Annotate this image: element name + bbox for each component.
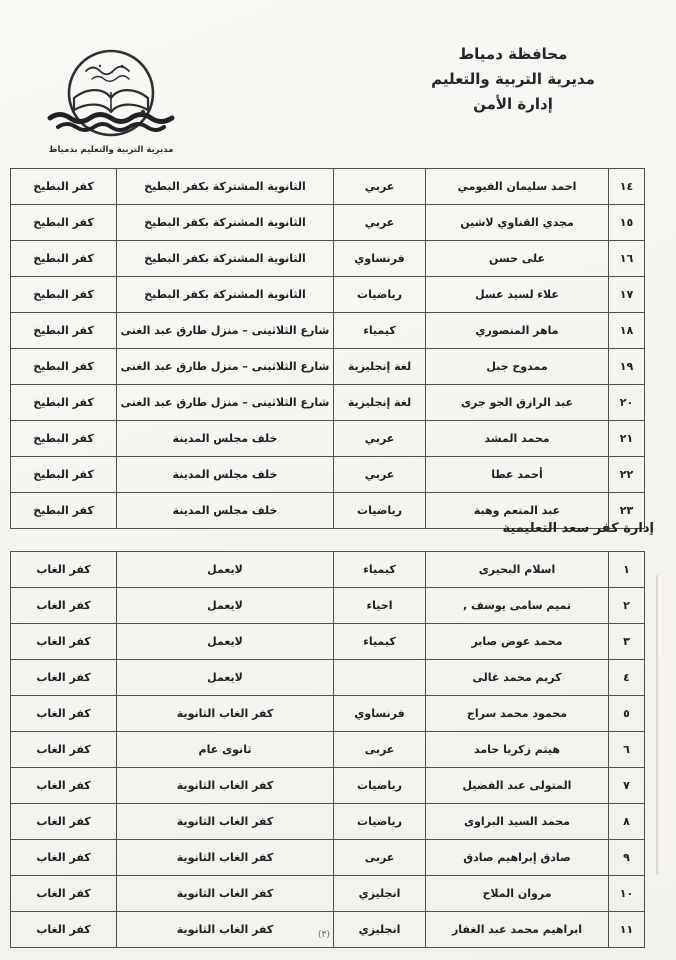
- cell-school: خلف مجلس المدينة: [117, 457, 334, 493]
- cell-num: ٤: [609, 660, 645, 696]
- cell-name: صادق إبراهيم صادق: [426, 840, 609, 876]
- teachers-table-kafr-elbatikh: [10, 168, 645, 529]
- cell-location: كفر البطيخ: [11, 493, 117, 529]
- cell-location: كفر الغاب: [11, 660, 117, 696]
- cell-location: كفر البطيخ: [11, 313, 117, 349]
- cell-subject: كيمياء: [334, 552, 426, 588]
- cell-name: محمد المشد: [426, 421, 609, 457]
- cell-name: ابراهيم محمد عبد الغفار: [426, 912, 609, 948]
- cell-name: على حسن: [426, 241, 609, 277]
- cell-num: ١٦: [609, 241, 645, 277]
- cell-school: الثانوية المشتركة بكفر البطيخ: [117, 169, 334, 205]
- cell-school: كفر الغاب الثانوية: [117, 696, 334, 732]
- table-row: [11, 804, 645, 840]
- cell-num: ٩: [609, 840, 645, 876]
- cell-name: ماهر المنصوري: [426, 313, 609, 349]
- page-number: (٣): [318, 930, 330, 940]
- cell-num: ٢: [609, 588, 645, 624]
- table-row: [11, 768, 645, 804]
- cell-subject: [334, 660, 426, 696]
- cell-location: كفر الغاب: [11, 804, 117, 840]
- cell-school: شارع الثلاثينى – منزل طارق عبد الغنى: [117, 349, 334, 385]
- cell-location: كفر الغاب: [11, 912, 117, 948]
- cell-school: كفر الغاب الثانوية: [117, 876, 334, 912]
- cell-num: ٢٢: [609, 457, 645, 493]
- cell-num: ٢٠: [609, 385, 645, 421]
- cell-num: ١٠: [609, 876, 645, 912]
- section-title-kafr-saad: إدارة كفر سعد التعليمية: [502, 521, 654, 536]
- cell-subject: انجليزي: [334, 876, 426, 912]
- logo-caption: مديرية التربية والتعليم بدمياط: [48, 145, 174, 155]
- cell-location: كفر الغاب: [11, 588, 117, 624]
- table-row: [11, 205, 645, 241]
- cell-subject: عربى: [334, 732, 426, 768]
- cell-num: ٦: [609, 732, 645, 768]
- table-row: [11, 552, 645, 588]
- cell-name: مجدي القناوي لاشين: [426, 205, 609, 241]
- cell-num: ٨: [609, 804, 645, 840]
- cell-location: كفر الغاب: [11, 552, 117, 588]
- cell-num: ١: [609, 552, 645, 588]
- cell-num: ٥: [609, 696, 645, 732]
- cell-name: محمد السيد البراوى: [426, 804, 609, 840]
- cell-name: اسلام البحيرى: [426, 552, 609, 588]
- cell-subject: عربي: [334, 205, 426, 241]
- cell-subject: انجليزي: [334, 912, 426, 948]
- cell-school: كفر الغاب الثانوية: [117, 768, 334, 804]
- table-row: [11, 241, 645, 277]
- cell-school: ثانوى عام: [117, 732, 334, 768]
- cell-location: كفر البطيخ: [11, 385, 117, 421]
- cell-subject: لغة إنجليزية: [334, 349, 426, 385]
- cell-name: محمود محمد سراج: [426, 696, 609, 732]
- education-seal-icon: [30, 48, 192, 144]
- cell-name: كريم محمد غالى: [426, 660, 609, 696]
- table-row: [11, 876, 645, 912]
- table-row: [11, 457, 645, 493]
- teachers-table-kafr-saad: [10, 551, 645, 948]
- cell-num: ١٩: [609, 349, 645, 385]
- cell-subject: رياضيات: [334, 493, 426, 529]
- cell-name: المتولى عبد الفضيل: [426, 768, 609, 804]
- cell-location: كفر الغاب: [11, 696, 117, 732]
- cell-name: ممدوح جبل: [426, 349, 609, 385]
- cell-subject: رياضيات: [334, 768, 426, 804]
- cell-school: خلف مجلس المدينة: [117, 421, 334, 457]
- cell-location: كفر الغاب: [11, 876, 117, 912]
- cell-name: هيثم زكريا حامد: [426, 732, 609, 768]
- cell-school: الثانوية المشتركة بكفر البطيخ: [117, 241, 334, 277]
- table-row: [11, 385, 645, 421]
- cell-school: كفر الغاب الثانوية: [117, 804, 334, 840]
- table-row: [11, 660, 645, 696]
- cell-num: ٣: [609, 624, 645, 660]
- cell-location: كفر البطيخ: [11, 421, 117, 457]
- cell-school: لايعمل: [117, 660, 334, 696]
- cell-school: خلف مجلس المدينة: [117, 493, 334, 529]
- department-title: إدارة الأمن: [473, 94, 553, 113]
- cell-name: محمد عوض صابر: [426, 624, 609, 660]
- cell-school: الثانوية المشتركة بكفر البطيخ: [117, 277, 334, 313]
- cell-num: ١٧: [609, 277, 645, 313]
- cell-school: كفر الغاب الثانوية: [117, 912, 334, 948]
- cell-num: ١٨: [609, 313, 645, 349]
- table-row: [11, 277, 645, 313]
- table-row: [11, 169, 645, 205]
- cell-name: أحمد عطا: [426, 457, 609, 493]
- table-row: [11, 624, 645, 660]
- cell-subject: احياء: [334, 588, 426, 624]
- cell-school: لايعمل: [117, 588, 334, 624]
- cell-name: احمد سليمان الفيومي: [426, 169, 609, 205]
- cell-subject: فرنساوي: [334, 696, 426, 732]
- table-row: [11, 588, 645, 624]
- table-row: [11, 349, 645, 385]
- cell-location: كفر البطيخ: [11, 169, 117, 205]
- cell-subject: عربي: [334, 169, 426, 205]
- cell-num: ١١: [609, 912, 645, 948]
- cell-subject: عربي: [334, 421, 426, 457]
- cell-num: ١٤: [609, 169, 645, 205]
- cell-school: شارع الثلاثينى – منزل طارق عبد الغنى: [117, 385, 334, 421]
- cell-subject: عربي: [334, 457, 426, 493]
- cell-location: كفر الغاب: [11, 840, 117, 876]
- cell-school: كفر الغاب الثانوية: [117, 840, 334, 876]
- cell-subject: كيمياء: [334, 624, 426, 660]
- cell-school: لايعمل: [117, 552, 334, 588]
- cell-location: كفر البطيخ: [11, 277, 117, 313]
- table-row: [11, 840, 645, 876]
- cell-subject: رياضيات: [334, 277, 426, 313]
- cell-num: ٧: [609, 768, 645, 804]
- cell-subject: لغة إنجليزية: [334, 385, 426, 421]
- cell-name: مروان الملاح: [426, 876, 609, 912]
- cell-school: لايعمل: [117, 624, 334, 660]
- cell-num: ٢١: [609, 421, 645, 457]
- cell-name: عبد المنعم وهبة: [426, 493, 609, 529]
- cell-school: الثانوية المشتركة بكفر البطيخ: [117, 205, 334, 241]
- cell-location: كفر البطيخ: [11, 457, 117, 493]
- cell-num: ١٥: [609, 205, 645, 241]
- directorate-logo: [30, 48, 192, 155]
- cell-name: علاء لسيد عسل: [426, 277, 609, 313]
- cell-subject: كيمياء: [334, 313, 426, 349]
- cell-location: كفر الغاب: [11, 732, 117, 768]
- table-row: [11, 732, 645, 768]
- cell-location: كفر الغاب: [11, 768, 117, 804]
- cell-subject: رياضيات: [334, 804, 426, 840]
- directorate-title: مديرية التربية والتعليم: [431, 69, 595, 88]
- cell-location: كفر البطيخ: [11, 349, 117, 385]
- table-row: [11, 696, 645, 732]
- cell-subject: عربى: [334, 840, 426, 876]
- scan-edge-artifact: [656, 575, 658, 875]
- letterhead: [368, 42, 658, 116]
- governorate-title: محافظة دمياط: [458, 45, 568, 63]
- table-row: [11, 313, 645, 349]
- cell-name: تميم سامى يوسف ,: [426, 588, 609, 624]
- cell-name: عبد الرازق الجو جرى: [426, 385, 609, 421]
- cell-location: كفر البطيخ: [11, 205, 117, 241]
- table-row: [11, 421, 645, 457]
- cell-location: كفر الغاب: [11, 624, 117, 660]
- cell-school: شارع الثلاثينى – منزل طارق عبد الغنى: [117, 313, 334, 349]
- cell-location: كفر البطيخ: [11, 241, 117, 277]
- cell-subject: فرنساوي: [334, 241, 426, 277]
- cell-num: ٢٣: [609, 493, 645, 529]
